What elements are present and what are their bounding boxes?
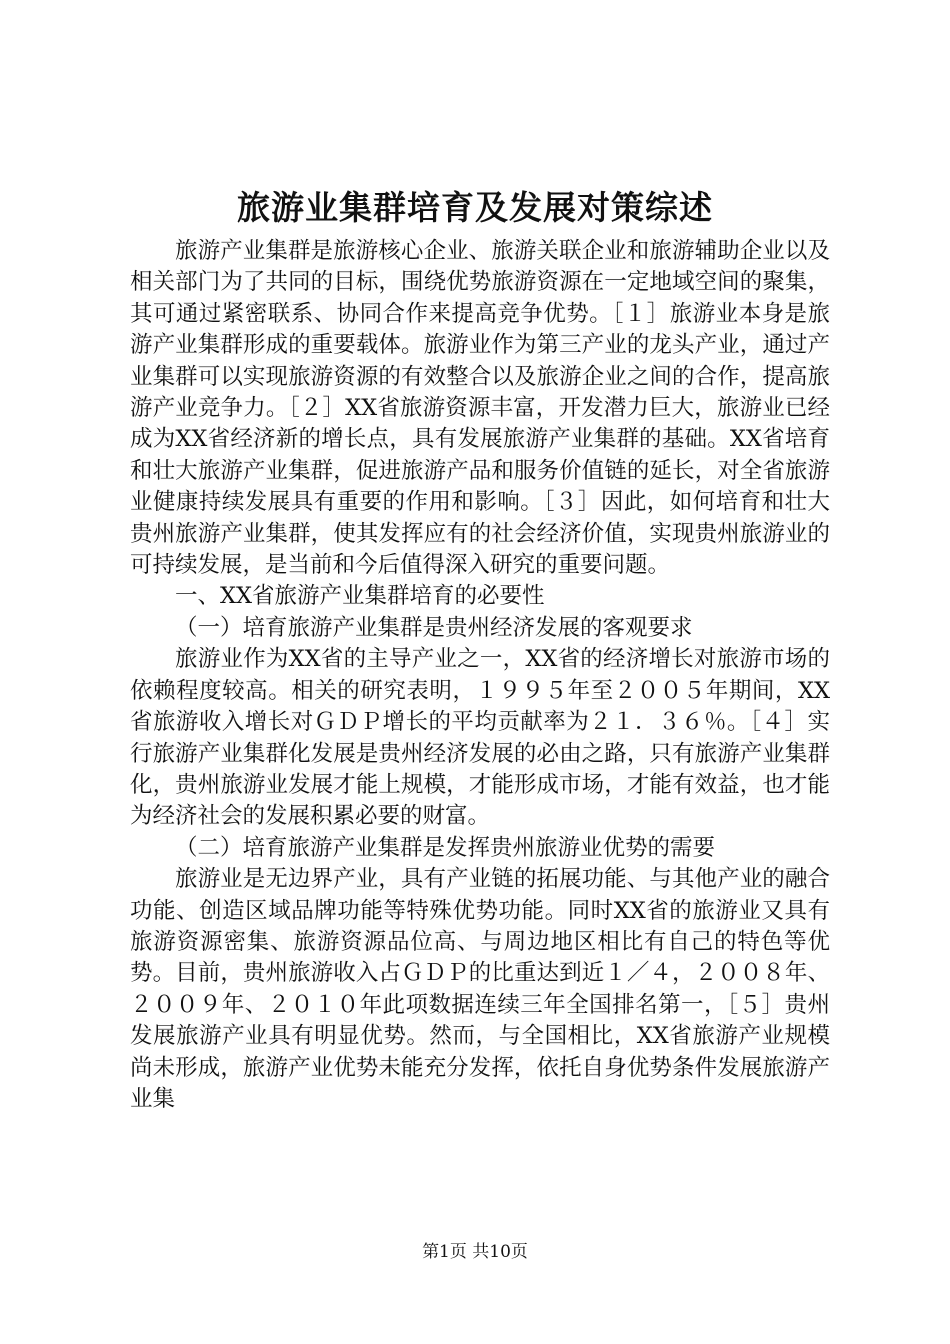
document-body	[130, 236, 830, 1115]
paragraph-intro: 旅游产业集群是旅游核心企业、旅游关联企业和旅游辅助企业以及相关部门为了共同的目标，围绕优势旅游资源在一定地域空间的聚集，其可通过紧密联系、协同合作来提高竞争优势。［１］旅游业本身是旅游产业集群形成的重要载体。旅游业作为第三产业的龙头产业，通过产业集群可以实现旅游资源的有效整合以及旅游企业之间的合作，提高旅游产业竞争力。［２］XX省旅游资源丰富，开发潜力巨大，旅游业已经成为XX省经济新的增长点，具有发展旅游产业集群的基础。XX省培育和壮大旅游产业集群，促进旅游产品和服务价值链的延长，对全省旅游业健康持续发展具有重要的作用和影响。［３］因此，如何培育和壮大贵州旅游产业集群，使其发挥应有的社会经济价值，实现贵州旅游业的可持续发展，是当前和今后值得深入研究的重要问题。	[130, 238, 830, 579]
section-heading-1: 一、XX省旅游产业集群培育的必要性	[175, 583, 545, 610]
page-number-footer: 第1页 共10页	[422, 1242, 528, 1262]
document-title: 旅游业集群培育及发展对策综述	[237, 188, 713, 227]
subsection-heading-2: （二）培育旅游产业集群是发挥贵州旅游业优势的需要	[175, 834, 716, 861]
paragraph-economic: 旅游业作为XX省的主导产业之一，XX省的经济增长对旅游市场的依赖程度较高。相关的研究表明，１９９５年至２００５年期间，XX省旅游收入增长对ＧＤＰ增长的平均贡献率为２１．３６％。［４］实行旅游产业集群化发展是贵州经济发展的必由之路，只有旅游产业集群化，贵州旅游业发展才能上规模，才能形成市场，才能有效益，也才能为经济社会的发展积累必要的财富。	[130, 646, 830, 830]
paragraph-advantage: 旅游业是无边界产业，具有产业链的拓展功能、与其他产业的融合功能、创造区域品牌功能等特殊优势功能。同时XX省的旅游业又具有旅游资源密集、旅游资源品位高、与周边地区相比有自己的特色等优势。目前，贵州旅游收入占ＧＤＰ的比重达到近１／４，２００８年、２００９年、２０１０年此项数据连续三年全国排名第一，［５］贵州发展旅游产业具有明显优势。然而，与全国相比，XX省旅游产业规模尚未形成，旅游产业优势未能充分发挥，依托自身优势条件发展旅游产业集	[130, 866, 830, 1112]
subsection-heading-1: （一）培育旅游产业集群是贵州经济发展的客观要求	[175, 614, 693, 641]
